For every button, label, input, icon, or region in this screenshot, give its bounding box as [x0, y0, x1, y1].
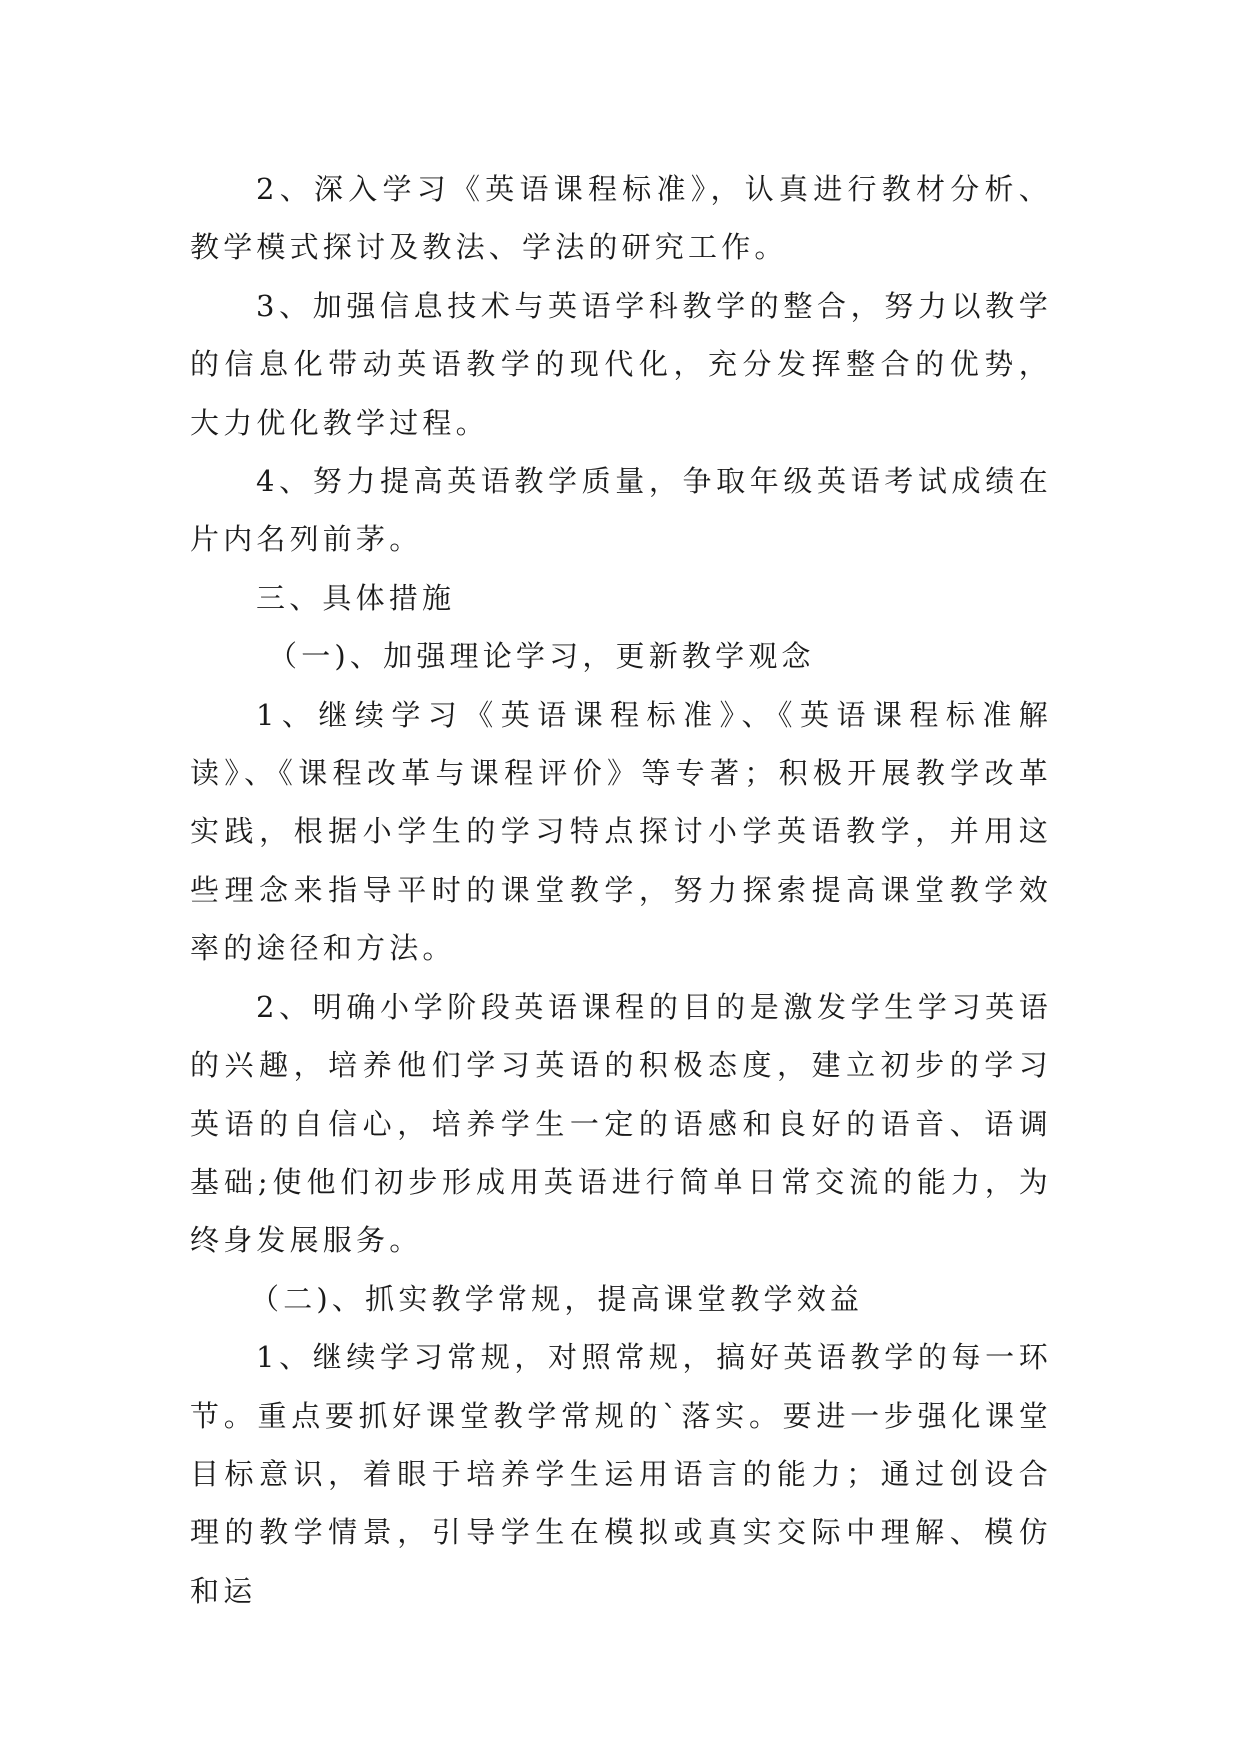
paragraph-measure-1-2: 2、明确小学阶段英语课程的目的是激发学生学习英语的兴趣，培养他们学习英语的积极态度，建立初步的学习英语的自信心，培养学生一定的语感和良好的语音、语调基础;使他们初步形成用英语进行简单日常交流的能力，为终身发展服务。: [190, 989, 1052, 1258]
subheading-theory-study: （一)、加强理论学习，更新教学观念: [268, 639, 815, 674]
subheading-teaching-routine: （二)、抓实教学常规，提高课堂教学效益: [250, 1281, 864, 1316]
paragraph-measure-1-1: 1、继续学习《英语课程标准》、《英语课程标准解读》、《课程改革与课程评价》等专著；积极开展教学改革实践，根据小学生的学习特点探讨小学英语教学，并用这些理念来指导平时的课堂教学，努力探索提高课堂教学效率的途径和方法。: [190, 697, 1052, 966]
paragraph-measure-2-1: 1、继续学习常规，对照常规，搞好英语教学的每一环节。重点要抓好课堂教学常规的`落实。要进一步强化课堂目标意识，着眼于培养学生运用语言的能力；通过创设合理的教学情景，引导学生在模拟或真实交际中理解、模仿和运: [190, 1340, 1052, 1608]
section-heading-measures: 三、具体措施: [256, 580, 456, 615]
paragraph-goal-2: 2、深入学习《英语课程标准》，认真进行教材分析、教学模式探讨及教法、学法的研究工作。: [190, 172, 1052, 265]
paragraph-goal-4: 4、努力提高英语教学质量，争取年级英语考试成绩在片内名列前茅。: [190, 464, 1052, 557]
document-body: [190, 160, 1052, 1620]
paragraph-goal-3: 3、加强信息技术与英语学科教学的整合，努力以教学的信息化带动英语教学的现代化，充分发挥整合的优势，大力优化教学过程。: [190, 288, 1052, 440]
